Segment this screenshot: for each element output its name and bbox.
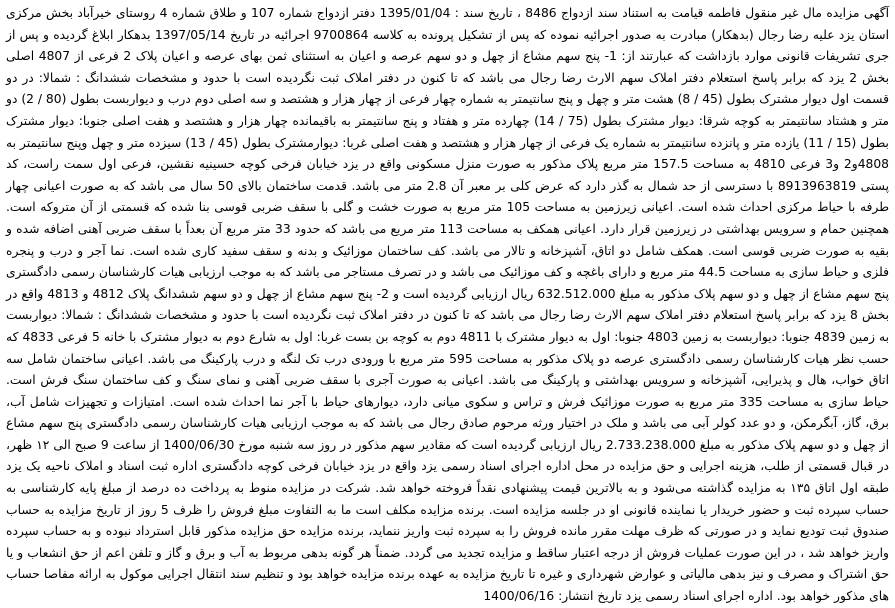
notice-body: آگهی مزایده مال غیر منقول فاطمه قیامت به استناد سند ازدواج 8486 ، تاریخ سند : 1395/01/04 دفتر ازدواج شماره 107 و طلاق شماره 4 روستای خیرآباد بخش مرکزی استان یزد علیه رضا رجال (بدهکار) مبادرت به صدور اجرائیه نموده که پس از تشکیل پرونده به کلاسه 9700864 اجرائیه در تاریخ 1397/05/14 بدهکار ابلاغ گردیده و پس از جری تشریفات قانونی موارد بازداشت که عبارتند از: 1- پنج سهم مشاع از چهل و دو سهم عرصه و اعیان به استثنای ثمن بهای عرصه و اعیان پلاک 2 فرعی از 4807 اصلی بخش 2 یزد که برابر پاسخ استعلام دفتر املاک سهم الارث رضا رجال می باشد که تا کنون در دفتر املاک ثبت نگردیده است با حدود و مشخصات ششدانگ : شمالا: در دو قسمت اول دیوار مشترک بطول (45 / 8) هشت متر و چهل و پنج سانتیمتر به شماره چهار فرعی از چهار هزار و هشتصد و سه اصلی دوم درب و دیواربست بطول (80 / 2) دو متر و هشتاد سانتیمتر به کوچه شرقا: دیوار مشترک بطول (75 / 14) چهارده متر و هفتاد و پنج سانتیمتر به باقیمانده چهار هزار و هشتصد و هفت اصلی جنوبا: دیوار مشترک بطول (15 / 11) یازده متر و پانزده سانتیمتر به شماره یک فرعی از چهار هزار و هشتصد و هفت اصلی غربا: دیوارمشترک بطول (45 / 13) سیزده متر و چهل وپنج سانتیمتر به 4808و2 و3 فرعی 4810 به مساحت 157.5 متر مربع پلاک مذکور به صورت منزل مسکونی واقع در یزد خیابان فرخی کوچه حسینیه نقشین، فرعی اول سمت راست، کد پستی 8913963819 با دسترسی از حد شمال به گذر دارد که عرض کلی بر معبر آن 2.8 متر می باشد. قدمت ساختمان بالای 50 سال می باشد که به صورت اعیانی چهار طرفه با حیاط مرکزی احداث شده است. اعیانی زیرزمین به مساحت 105 متر مربع به صورت خشت و گلی با سقف ضربی قوسی بنا شده که قسمتی از آن متروکه است. همچنین حمام و سرویس بهداشتی در زیرزمین قرار دارد. اعیانی همکف به مساحت 113 متر مربع می باشد که حدود 33 متر مربع آن بعداً با سقف ضربی آهنی اضافه شده و بقیه به صورت ضربی قوسی است. همکف شامل دو اتاق، آشپزخانه و تالار می باشد. کف ساختمان موزائیک و بدنه و سقف سفید کاری شده است. نما آجر و درب و پنجره فلزی و حیاط سازی به مساحت 44.5 متر مربع و دارای باغچه و کف موزائیک می باشد و در تصرف مستاجر می باشد که به موجب ارزیابی هیات کارشناسان رسمی دادگستری پنج سهم مشاع از چهل و دو سهم پلاک مذکور به مبلغ 632.512.000 ریال ارزیابی گردیده است و 2- پنج سهم مشاع از چهل و دو سهم ششدانگ پلاک 4812 و 4813 واقع در بخش 8 یزد که برابر پاسخ استعلام دفتر املاک سهم الارث رضا رجال می باشد که تا کنون در دفتر املاک ثبت نگردیده است با حدود و مشخصات ششدانگ : شمالا: دیواربست به زمین 4839 جنوبا: دیواربست به زمین 4803 جنوبا: اول به دیوار مشترک با 4811 دوم به کوچه بن بست غربا: اول به شارع دوم به دیوار مشترک با خانه 5 فرعی 4833 که حسب نظر هیات کارشناسان رسمی دادگستری عرصه دو پلاک مذکور به مساحت 595 متر مربع با ورودی درب تک لنگه و درب پارکینگ می باشد. اعیانی ساختمان شامل سه اتاق خواب، هال و پذیرایی، آشپزخانه و سرویس بهداشتی و پارکینگ می باشد. اعیانی به صورت آجری با سقف ضربی آهنی و نمای سنگ و کف ساختمان سنگ فرش است. حیاط سازی به مساحت 335 متر مربع به صورت موزائیک فرش و تراس و سکوی میانی دارد، دیوارهای حیاط با آجر نما احداث شده است. امتیازات و تجهیزات شامل آب، برق، گاز، آبگرمکن، و دو عدد کولر آبی می باشد و ملک در اختیار ورثه مرحوم صادق رجال می باشد که به موجب ارزیابی هیات کارشناسان رسمی دادگستری پنج سهم مشاع از چهل و دو سهم پلاک مذکور به مبلغ 2.733.238.000 ریال ارزیابی گردیده است که مقادیر سهم مذکور در روز سه شنبه مورخ 1400/06/30 از ساعت 9 صبح الی ۱۲ ظهر، در قبال قسمتی از طلب، هزینه اجرایی و حق مزایده در محل اداره اجرای اسناد رسمی یزد واقع در یزد خیابان فرخی کوچه دادگستری اداره ثبت اسناد و املاک ناحیه یک یزد طبقه اول اتاق ۱۳۵ به مزایده گذاشته می‌شود و به بالاترین قیمت پیشنهادی نقداً فروخته خواهد شد. شرکت در مزایده منوط به پرداخت ده درصد از مبلغ پایه کارشناسی به حساب سپرده ثبت و حضور خریدار یا نماینده قانونی او در جلسه مزایده است. برنده مزایده مکلف است ما به التفاوت مبلغ فروش را ظرف 5 روز از تاریخ مزایده به حساب صندوق ثبت تودیع نماید و در صورتی که ظرف مهلت مقرر مانده فروش را به سپرده ثبت واریز ننماید، برنده مزایده حق مزایده مذکور قابل استرداد نبوده و به حساب سپرده واریز خواهد شد ، در این صورت عملیات فروش از درجه اعتبار ساقط و مزایده تجدید می گردد. ضمناً هر گونه بدهی مربوط به آب و برق و گاز و تلفن اعم از حق انشعاب و یا حق اشتراک و مصرف و نیز بدهی مالیاتی و عوارض شهرداری و غیره تا تاریخ مزایده به عهده برنده مزایده خواهد بود و تنظیم سند انتقال اجرایی موکول به ارائه مفاصا حساب های مذکور خواهد بود. اداره اجرای اسناد رسمی یزد تاریخ انتشار: 1400/06/16 xyxy=(6,6,890,604)
